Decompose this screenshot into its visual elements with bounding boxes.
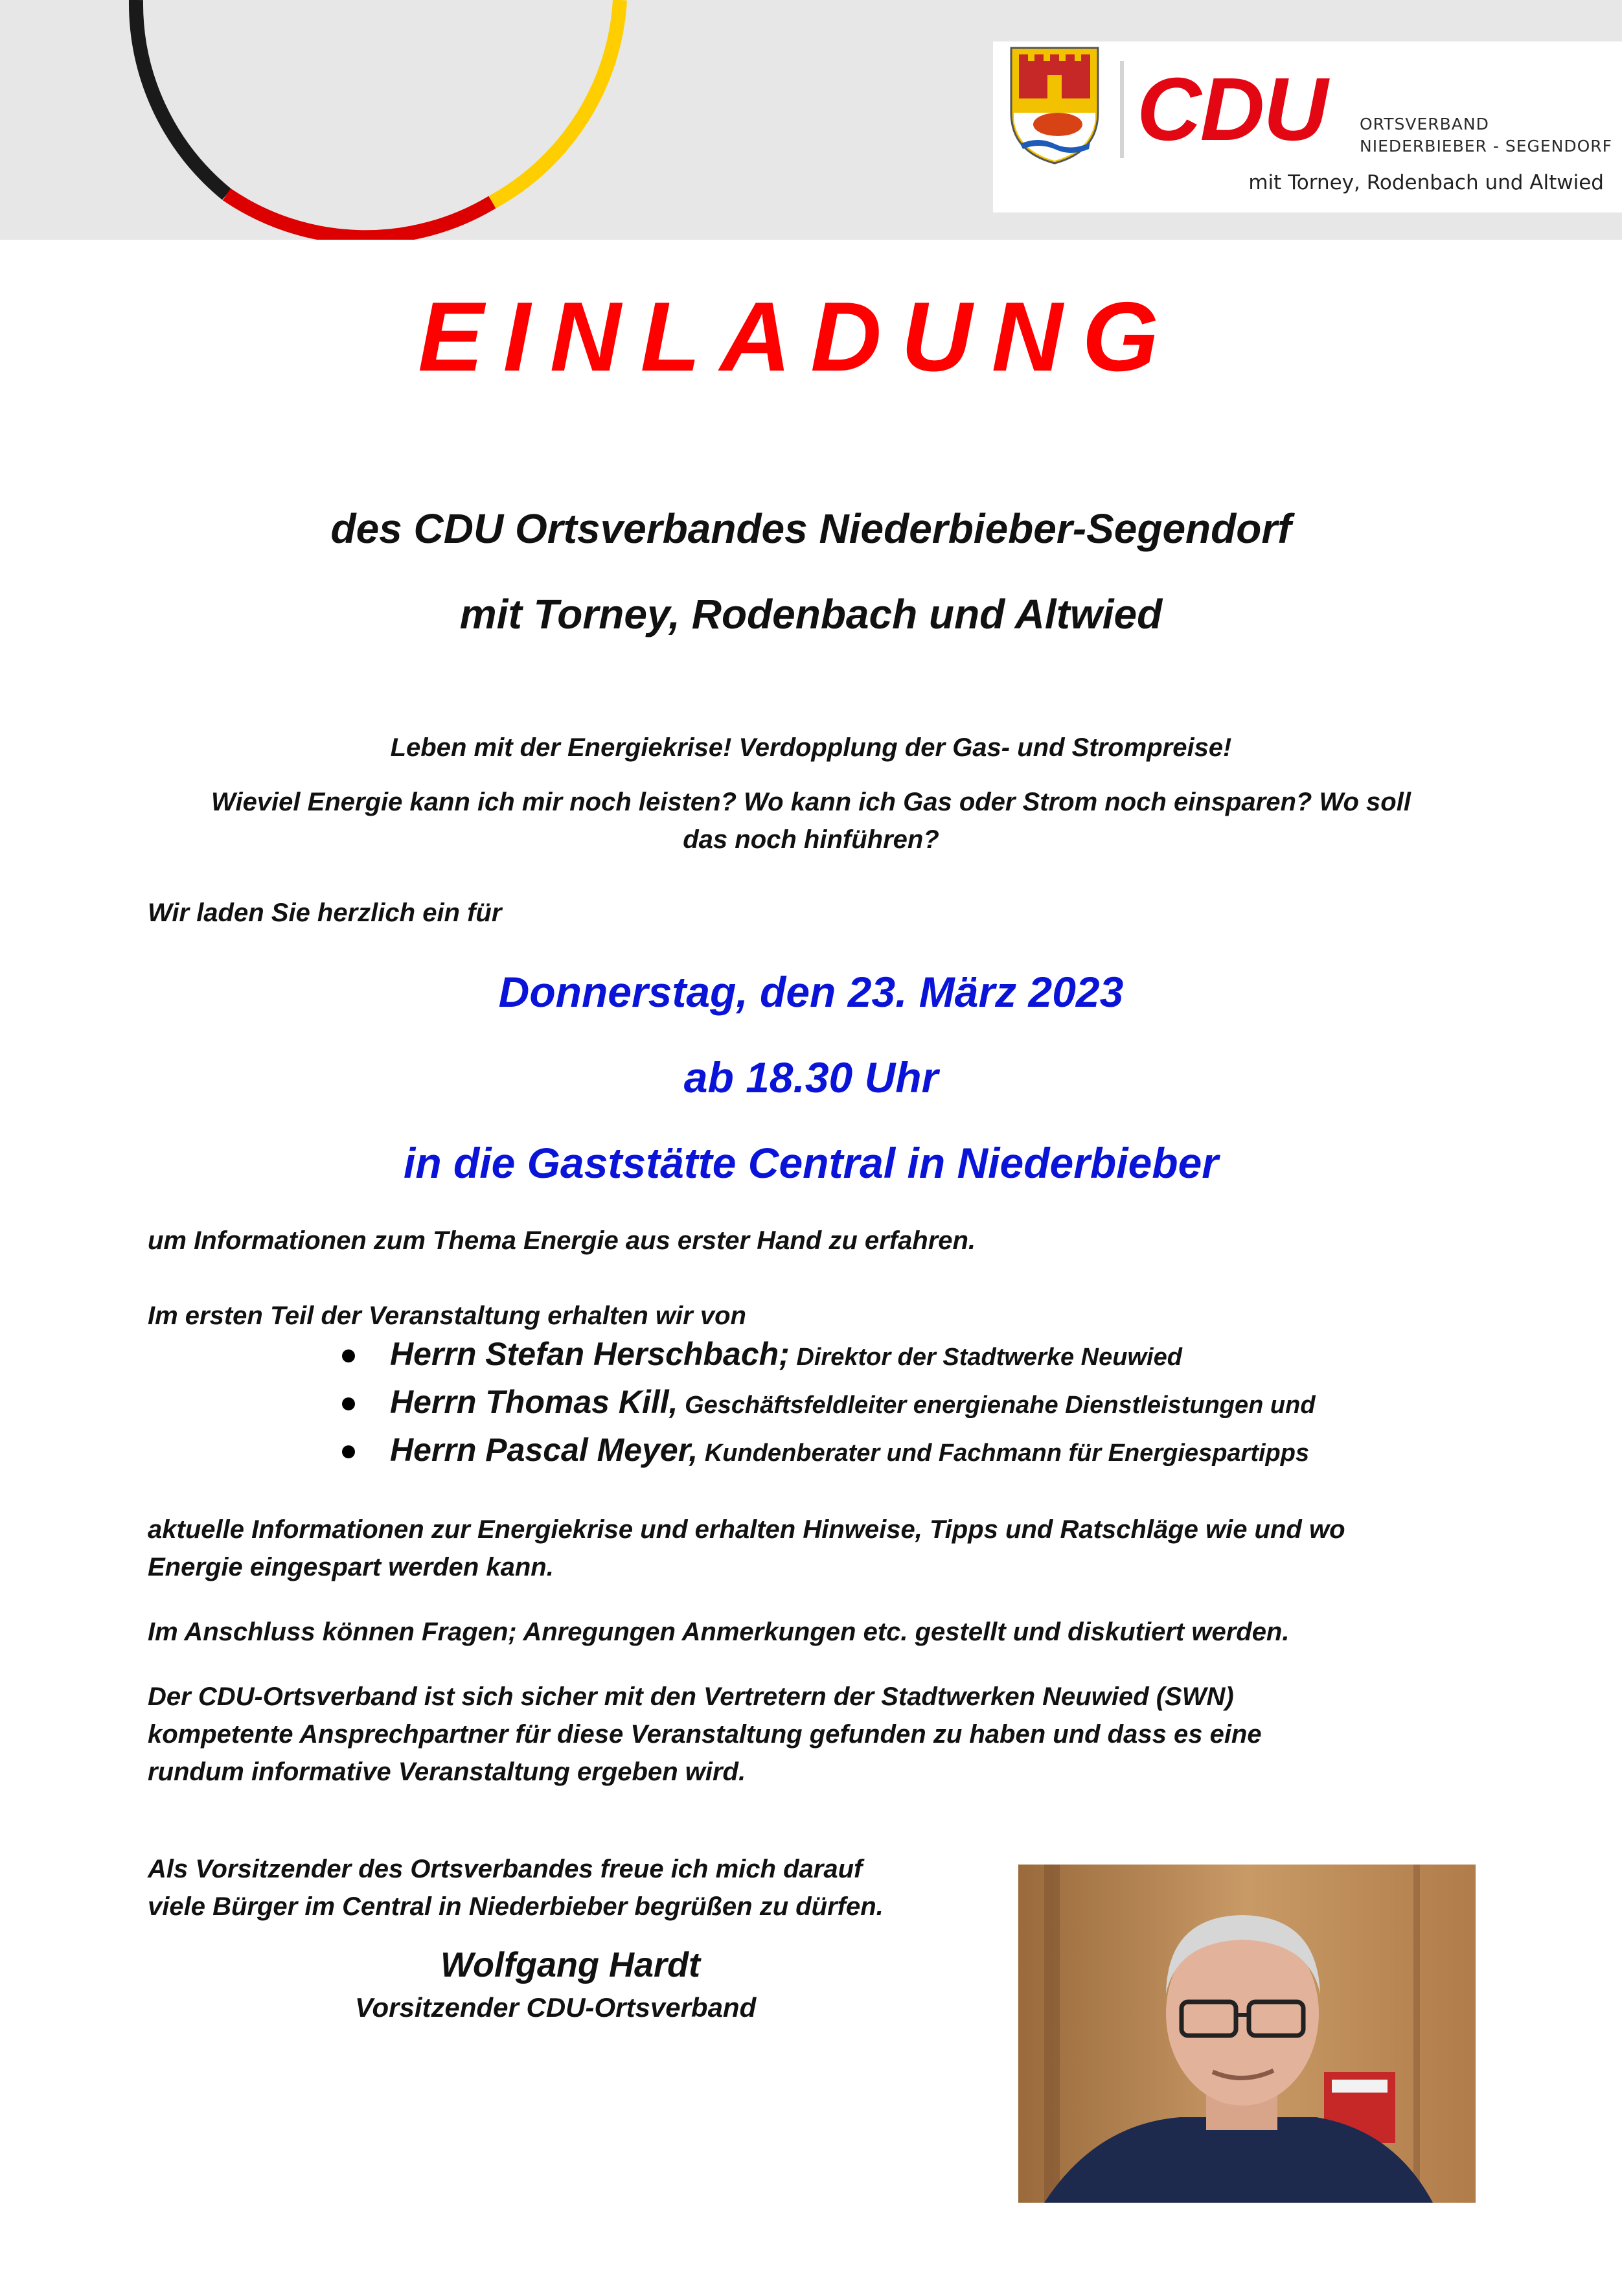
intro-line-2: Wieviel Energie kann ich mir noch leisten? Wo kann ich Gas oder Strom noch einsparen? Wo soll (211, 788, 1411, 816)
logo-ortsverband: ORTSVERBAND (1360, 115, 1489, 133)
header-band (0, 0, 1622, 240)
signature-name: Wolfgang Hardt (440, 1946, 700, 1984)
speaker-list (148, 1330, 1508, 1474)
greeting-line-2: viele Bürger im Central in Niederbieber begrüßen zu dürfen. (148, 1892, 884, 1921)
germany-ring-graphic (104, 0, 661, 240)
greeting-line-1: Als Vorsitzender des Ortsverbandes freue ich mich darauf (148, 1855, 863, 1883)
list-item (148, 1426, 1508, 1474)
purpose-text: um Informationen zum Thema Energie aus erster Hand zu erfahren. (148, 1226, 976, 1255)
speaker-name: Herrn Stefan Herschbach; (390, 1336, 790, 1372)
closing-line-3: rundum informative Veranstaltung ergeben wird. (148, 1758, 746, 1786)
bullet-icon (342, 1397, 355, 1410)
event-venue: in die Gaststätte Central in Niederbieber (404, 1139, 1218, 1187)
event-time: ab 18.30 Uhr (683, 1053, 939, 1101)
info-line-1: aktuelle Informationen zur Energiekrise und erhalten Hinweise, Tipps und Ratschläge wie und wo (148, 1515, 1345, 1544)
list-item (148, 1330, 1508, 1378)
closing-line-2: kompetente Ansprechpartner für diese Veranstaltung gefunden zu haben und dass es eine (148, 1720, 1262, 1749)
speaker-role: Geschäftsfeldleiter energienahe Dienstleistungen und (678, 1392, 1316, 1419)
speaker-name: Herrn Pascal Meyer, (390, 1432, 698, 1468)
cdu-wordmark: CDU (1137, 60, 1327, 159)
speaker-role: Direktor der Stadtwerke Neuwied (789, 1344, 1182, 1371)
speaker-role: Kundenberater und Fachmann für Energiespartipps (698, 1440, 1310, 1467)
list-item (148, 1378, 1508, 1426)
intro-line-3: das noch hinführen? (683, 825, 939, 854)
part1-intro: Im ersten Teil der Veranstaltung erhalten wir von (148, 1302, 746, 1330)
signature-role: Vorsitzender CDU-Ortsverband (355, 1992, 757, 2023)
logo-ort: NIEDERBIEBER - SEGENDORF (1360, 137, 1613, 155)
heading-line-2: mit Torney, Rodenbach und Altwied (459, 591, 1163, 637)
bullet-icon (342, 1445, 355, 1458)
info-line-2: Energie eingespart werden kann. (148, 1553, 554, 1581)
closing-line-1: Der CDU-Ortsverband ist sich sicher mit den Vertretern der Stadtwerken Neuwied (SWN) (148, 1682, 1234, 1711)
invite-text: Wir laden Sie herzlich ein für (148, 899, 502, 927)
logo-separator (1120, 61, 1124, 158)
portrait-photo (1018, 1865, 1476, 2203)
page-title: EINLADUNG (418, 282, 1178, 392)
coat-of-arms-icon (1006, 41, 1103, 165)
intro-line-1: Leben mit der Energiekrise! Verdopplung der Gas- und Strompreise! (390, 733, 1232, 762)
bullet-icon (342, 1349, 355, 1362)
speaker-name: Herrn Thomas Kill, (390, 1384, 678, 1420)
logo-subline: mit Torney, Rodenbach und Altwied (1248, 171, 1604, 194)
heading-line-1: des CDU Ortsverbandes Niederbieber-Segendorf (330, 505, 1292, 552)
questions-text: Im Anschluss können Fragen; Anregungen Anmerkungen etc. gestellt und diskutiert werden. (148, 1618, 1290, 1646)
event-date: Donnerstag, den 23. März 2023 (498, 968, 1124, 1016)
cdu-logo (993, 41, 1622, 212)
